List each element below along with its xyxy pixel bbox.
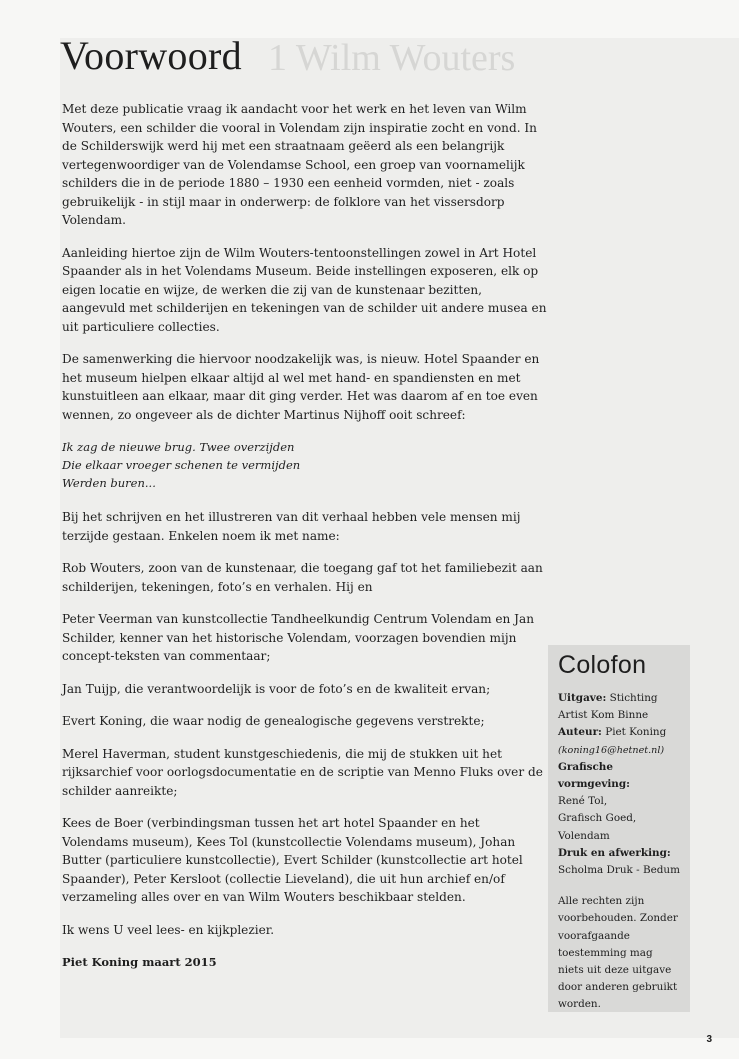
page-title: Voorwoord: [60, 33, 242, 78]
colofon-value: Artist Kom Binne: [558, 709, 649, 722]
colofon-box: [548, 645, 690, 1012]
colofon-label: Uitgave:: [558, 692, 607, 704]
colofon-title: Colofon: [558, 651, 647, 679]
poem-line: Ik zag de nieuwe brug. Twee overzijden: [62, 440, 295, 454]
colofon-value: Piet Koning: [605, 726, 667, 739]
page-number: 3: [706, 1034, 712, 1045]
colofon-value: Stichting: [609, 692, 658, 704]
paragraph: Aanleiding hiertoe zijn de Wilm Wouters-tentoonstellingen zowel in Art Hotel Spaander als in het Volendams Museum. Beide instellingen exposeren, elk op eigen locatie en wijze, de werken die zij van de kunstenaar bezitten, aangevuld met schilderijen en tekeningen van de schilder uit andere musea en uit particuliere collecties.: [62, 245, 547, 334]
paragraph: Rob Wouters, zoon van de kunstenaar, die toegang gaf tot het familiebezit aan schilderijen, tekeningen, foto’s en verhalen. Hij en: [62, 561, 543, 594]
paragraph: De samenwerking die hiervoor noodzakelijk was, is nieuw. Hotel Spaander en het museum hielpen elkaar altijd al wel met hand- en spandiensten en met kunstuitleen aan elkaar, maar dit ging verder. Het was daarom af en toe even wennen, zo ongeveer als de dichter Martinus Nijhoff ooit schreef:: [62, 352, 540, 422]
paragraph: Jan Tuijp, die verantwoordelijk is voor de foto’s en de kwaliteit ervan;: [62, 681, 491, 696]
poem-line: Die elkaar vroeger schenen te vermijden: [62, 458, 301, 472]
colofon-label: Grafische vormgeving:: [558, 760, 630, 791]
colofon-value: René Tol,: [558, 795, 608, 808]
poem-line: Werden buren...: [62, 476, 156, 490]
paragraph: Evert Koning, die waar nodig de genealogische gegevens verstrekte;: [62, 714, 485, 728]
paragraph: Peter Veerman van kunstcollectie Tandheelkundig Centrum Volendam en Jan Schilder, kenner van het historische Volendam, voorzagen bovendien mijn concept-teksten van commentaar;: [62, 612, 535, 663]
paragraph: Merel Haverman, student kunstgeschiedenis, die mij de stukken uit het rijksarchief voor oorlogsdocumentatie en de scriptie van Menno Fluks over de schilder aanreikte;: [62, 746, 543, 798]
paragraph: Bij het schrijven en het illustreren van dit verhaal hebben vele mensen mij terzijde gestaan. Enkelen noem ik met name:: [62, 510, 521, 543]
colofon-rights-note: Alle rechten zijn voorbehouden. Zonder voorafgaande toestemming mag niets uit deze uitgave door anderen gebruikt worden.: [558, 895, 678, 1011]
colofon-label: Auteur:: [558, 726, 602, 739]
paragraph: Ik wens U veel lees- en kijkplezier.: [62, 922, 275, 937]
background-ghost-text: 1 Wilm Wouters: [268, 37, 516, 79]
colofon-body: [558, 690, 680, 1014]
colofon-value: Grafisch Goed,: [558, 812, 637, 825]
colofon-label: Druk en afwerking:: [558, 846, 671, 859]
foreword-body: [62, 100, 547, 986]
poem-quote: [62, 438, 547, 492]
colofon-value: Volendam: [558, 829, 610, 842]
signature: Piet Koning maart 2015: [62, 955, 217, 969]
colofon-email: (koning16@hetnet.nl): [558, 744, 665, 756]
paragraph: Kees de Boer (verbindingsman tussen het art hotel Spaander en het Volendams museum), Kees Tol (kunstcollectie Volendams museum), Johan Butter (particuliere kunstcollectie), Evert Schilder (kunstcollectie art hotel Spaander), Peter Kersloot (collectie Lieveland), die uit hun archief en/of verzameling alles over en van Wilm Wouters beschikbaar stelden.: [62, 816, 523, 904]
paragraph: Met deze publicatie vraag ik aandacht voor het werk en het leven van Wilm Wouters, een schilder die vooral in Volendam zijn inspiratie zocht en vond. In de Schilderswijk werd hij met een straatnaam geëerd als een belangrijk vertegenwoordiger van de Volendamse School, een groep van voornamelijk schilders die in de periode 1880 – 1930 een eenheid vormden, niet - zoals gebruikelijk - in stijl maar in onderwerp: de folklore van het vissersdorp Volendam.: [62, 102, 537, 227]
colofon-value: Scholma Druk - Bedum: [558, 864, 680, 877]
